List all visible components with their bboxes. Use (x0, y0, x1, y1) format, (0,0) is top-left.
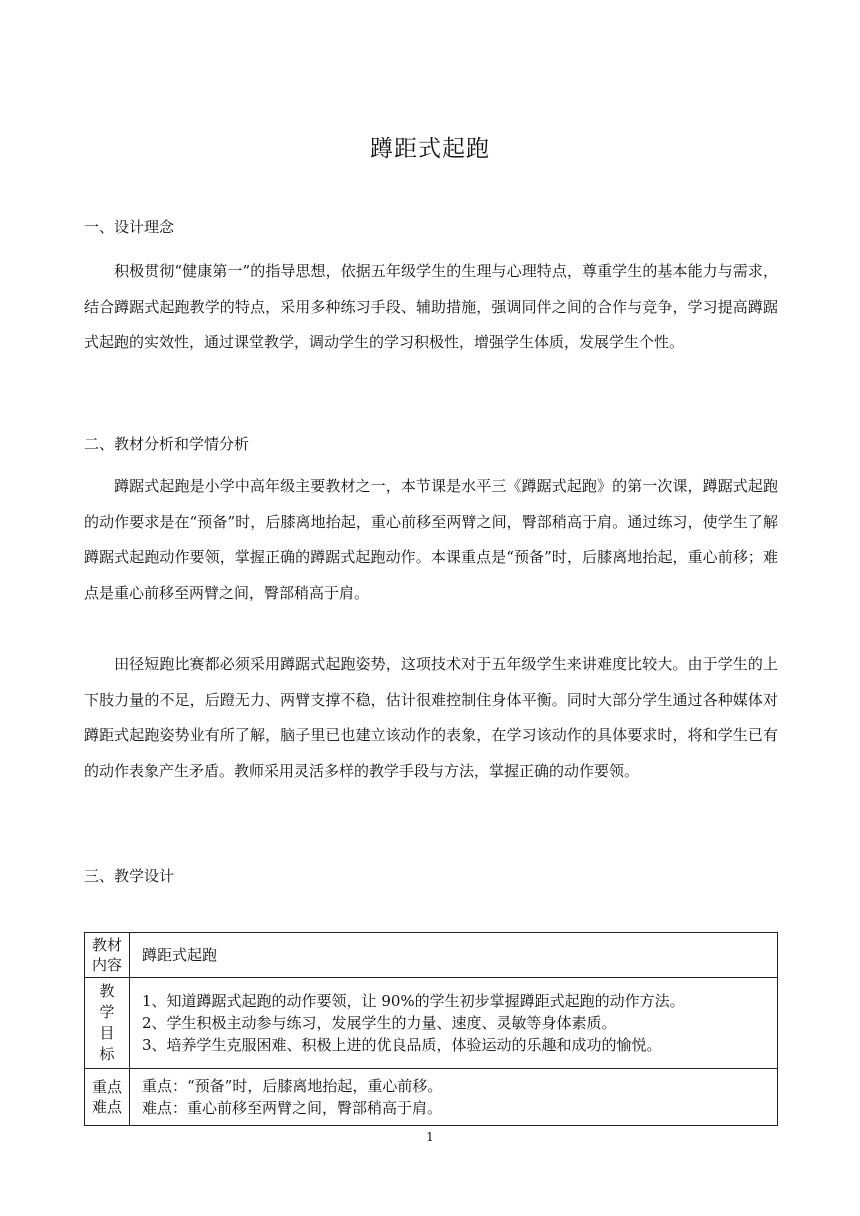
section-heading-analysis: 二、教材分析和学情分析 (84, 435, 250, 453)
label-material-content: 教材 内容 (85, 933, 130, 978)
paragraph-material-analysis: 蹲踞式起跑是小学中高年级主要教材之一，本节课是水平三《蹲踞式起跑》的第一次课，蹲踞式起跑的动作要求是在“预备”时，后膝离地抬起，重心前移至两臂之间，臀部稍高于肩。通过练习，使学生了解蹲踞式起跑动作要领，掌握正确的蹲踞式起跑动作。本课重点是“预备”时，后膝离地抬起，重心前移；难点是重心前移至两臂之间，臀部稍高于肩。 (84, 477, 778, 602)
cell-key-difficult-points: 重点：“预备”时，后膝离地抬起，重心前移。 难点：重心前移至两臂之间，臀部稍高于肩。 (130, 1069, 778, 1126)
table-row-objectives (85, 978, 778, 1069)
cell-material-content: 蹲距式起跑 (130, 933, 778, 978)
section-heading-teaching-design: 三、教学设计 (84, 867, 175, 885)
label-key-difficult-points: 重点 难点 (85, 1069, 130, 1126)
table-row-key-points (85, 1069, 778, 1126)
cell-teaching-objectives: 1、知道蹲踞式起跑的动作要领，让 90%的学生初步掌握蹲距式起跑的动作方法。 2、学生积极主动参与练习，发展学生的力量、速度、灵敏等身体素质。 3、培养学生克服困难、积极上进的优良品质，体验运动的乐趣和成功的愉悦。 (130, 978, 778, 1069)
teaching-design-table (84, 932, 778, 1126)
page-number: 1 (426, 1130, 434, 1144)
table-row-material (85, 933, 778, 978)
document-title: 蹲距式起跑 (370, 136, 490, 162)
section-heading-design-concept: 一、设计理念 (84, 218, 175, 236)
label-teaching-objectives: 教 学 目 标 (85, 978, 130, 1069)
paragraph-student-analysis: 田径短跑比赛都必须采用蹲踞式起跑姿势，这项技术对于五年级学生来讲难度比较大。由于学生的上下肢力量的不足，后蹬无力、两臂支撑不稳，估计很难控制住身体平衡。同时大部分学生通过各种媒体对蹲距式起跑姿势业有所了解，脑子里已也建立该动作的表象，在学习该动作的具体要求时，将和学生已有的动作表象产生矛盾。教师采用灵活多样的教学手段与方法，掌握正确的动作要领。 (84, 655, 778, 780)
paragraph-design-concept: 积极贯彻“健康第一”的指导思想，依据五年级学生的生理与心理特点，尊重学生的基本能力与需求，结合蹲踞式起跑教学的特点，采用多种练习手段、辅助措施，强调同伴之间的合作与竞争，学习提高蹲踞式起跑的实效性，通过课堂教学，调动学生的学习积极性，增强学生体质，发展学生个性。 (84, 262, 778, 352)
